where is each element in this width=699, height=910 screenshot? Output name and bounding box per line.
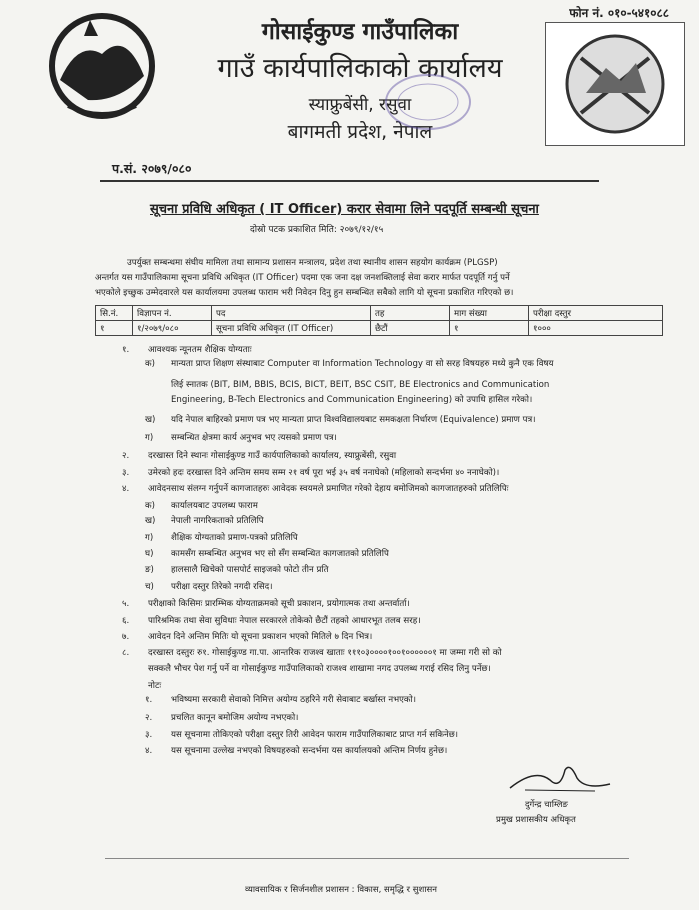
list-item-number: ५. — [122, 599, 130, 609]
list-item-text: कार्यालयबाट उपलब्ध फाराम — [171, 501, 258, 511]
table-cell: १००० — [529, 321, 663, 336]
table-cell: सूचना प्रविधि अधिकृत (IT Officer) — [212, 321, 371, 336]
list-item-text: प्रचलित कानून बमोजिम अयोग्य नभएको। — [171, 713, 299, 723]
office-location: स्याफ्रुबेंसी, रसुवा — [308, 95, 412, 115]
list-item-number: ७. — [122, 632, 130, 642]
municipality-logo-icon — [546, 23, 684, 145]
list-item-text: सक्कलै भौचर पेश गर्नु पर्ने वा गोसाईकुण्ड गाउँपालिकाको राजश्व शाखामा नगद उपलब्ध गराई रसिद लिनु पर्नेछ। — [148, 664, 491, 674]
list-item-text: आवश्यक न्यूनतम शैक्षिक योग्यताः — [148, 345, 252, 355]
phone-number: फोन नं. ०१०-५४१०८८ — [569, 6, 669, 20]
list-item-text: आवेदन दिने अन्तिम मितिः यो सूचना प्रकाशन भएको मितिले ७ दिन भित्र। — [148, 632, 373, 642]
list-item-text: परीक्षा दस्तुर तिरेको नगदी रसिद। — [171, 582, 273, 592]
header-divider — [100, 180, 599, 182]
list-item-text: भविष्यमा सरकारी सेवाको निमित्त अयोग्य ठहरिने गरी सेवाबाट बर्खास्त नभएको। — [171, 695, 417, 705]
list-item-number: ग) — [145, 433, 154, 443]
list-item-text: Engineering, B-Tech Electronics and Communication Engineering) को उपाधि हासिल गरेको। — [171, 395, 533, 405]
signer-title: प्रमुख प्रशासकीय अधिकृत — [496, 815, 576, 825]
list-item-text: दरखास्त दस्तुरः रु१. गोसाईकुण्ड गा.पा. आन्तरिक राजश्व खाताः १११०३००००१००१००००००१ मा जम्मा गरी सो को — [148, 648, 502, 658]
list-item-text: सम्बन्धित क्षेत्रमा कार्य अनुभव भए त्यसको प्रमाण पत्र। — [171, 433, 337, 443]
intro-line: उपर्युक्त सम्बन्धमा संघीय मामिला तथा सामान्य प्रशासन मन्त्रालय, प्रदेश तथा स्थानीय शासन सहयोग कार्यक्रम (PLGSP) — [127, 258, 498, 268]
office-name: गाउँ कार्यपालिकाको कार्यालय — [217, 53, 503, 84]
list-item-number: ३. — [122, 468, 130, 478]
list-item-number: १. — [122, 345, 130, 355]
table-header: माग संख्या — [450, 306, 529, 321]
list-item-number: ४. — [122, 484, 130, 494]
table-header: परीक्षा दस्तुर — [529, 306, 663, 321]
table-header: तह — [371, 306, 450, 321]
list-item-text: शैक्षिक योग्यताको प्रमाण-पत्रको प्रतिलिपि — [171, 533, 298, 543]
list-item-text: यस सूचनामा तोकिएको परीक्षा दस्तुर तिरी आवेदन फाराम गाउँपालिकाबाट प्राप्त गर्न सकिनेछ। — [171, 730, 458, 740]
list-item-number: क) — [145, 501, 155, 511]
table-cell: १/२०७९/०८० — [133, 321, 212, 336]
list-item-text: हालसालै खिचेको पासपोर्ट साइजको फोटो तीन प्रति — [171, 565, 329, 575]
list-item-text: मान्यता प्राप्त शिक्षण संस्थाबाट Computer वा Information Technology वा सो सरह विषयहरु मध्ये कुनै एक विषय — [171, 359, 554, 369]
signature-icon — [505, 760, 615, 794]
list-item-number: क) — [145, 359, 155, 369]
list-item-text: आवेदनसाथ संलग्न गर्नुपर्ने कागजातहरुः आवेदक स्वयमले प्रमाणित गरेको देहाय बमोजिमको कागजातहरुको प्रतिलिपिः — [148, 484, 509, 494]
list-item-number: ङ) — [145, 565, 154, 575]
table-header: पद — [212, 306, 371, 321]
list-item-text: लिई स्नातक (BIT, BIM, BBIS, BCIS, BICT, BEIT, BSC CSIT, BE Electronics and Communication — [171, 380, 550, 390]
municipality-logo-box — [545, 22, 685, 146]
list-item-number: ख) — [145, 415, 156, 425]
list-item-text: नोटः — [148, 681, 162, 691]
nepal-emblem-icon — [38, 10, 166, 122]
list-item-text: पारिश्रमिक तथा सेवा सुविधाः नेपाल सरकारले तोकेको छैटौं तहको आधारभूत तलब सरह। — [148, 616, 421, 626]
notice-title: सूचना प्रविधि अधिकृत ( IT Officer) करार सेवामा लिने पदपूर्ति सम्बन्धी सूचना — [150, 202, 539, 217]
municipality-name: गोसाईकुण्ड गाउँपालिका — [261, 19, 459, 45]
list-item-text: यस सूचनामा उल्लेख नभएको विषयहरुको सन्दर्भमा यस कार्यालयको अन्तिम निर्णय हुनेछ। — [171, 746, 448, 756]
intro-paragraph — [95, 256, 665, 301]
footer-slogan: व्यावसायिक र सिर्जनशील प्रशासन : विकास, समृद्धि र सुशासन — [245, 885, 437, 895]
reference-number: प.सं. २०७९/०८० — [112, 161, 192, 176]
list-item-number: ६. — [122, 616, 130, 626]
list-item-number: ३. — [145, 730, 153, 740]
list-item-number: १. — [145, 695, 153, 705]
office-seal-stamp-icon — [383, 72, 473, 132]
table-header: सि.नं. — [96, 306, 133, 321]
province-name: बागमती प्रदेश, नेपाल — [287, 121, 433, 143]
list-item-text: परीक्षाको किसिमः प्रारम्भिक योग्यताक्रमको सूची प्रकाशन, प्रयोगात्मक तथा अन्तर्वार्ता। — [148, 599, 410, 609]
published-date: दोस्रो पटक प्रकाशित मिति: २०७९/१२/१५ — [250, 225, 384, 235]
table-cell: १ — [450, 321, 529, 336]
list-item-text: उमेरको हदः दरखास्त दिने अन्तिम समय सम्म २१ वर्ष पूरा भई ३५ वर्ष ननाघेको (महिलाको सन्दर्भमा ४० ननाघेको)। — [148, 468, 500, 478]
vacancy-table — [95, 305, 663, 336]
table-row — [96, 321, 663, 336]
list-item-number: घ) — [145, 549, 154, 559]
list-item-number: २. — [145, 713, 153, 723]
table-header: विज्ञापन नं. — [133, 306, 212, 321]
intro-line: भएकोले इच्छुक उम्मेदवारले यस कार्यालयमा उपलब्ध फाराम भरी निवेदन दिनु हुन सम्बन्धित सबैको लागि यो सूचना प्रकाशित गरिएको छ। — [95, 288, 514, 298]
list-item-text: नेपाली नागरिकताको प्रतिलिपि — [171, 516, 264, 526]
list-item-number: २. — [122, 451, 130, 461]
list-item-number: च) — [145, 582, 154, 592]
list-item-number: ख) — [145, 516, 156, 526]
list-item-text: कामसँग सम्बन्धित अनुभव भए सो सँग सम्बन्धित कागजातको प्रतिलिपि — [171, 549, 389, 559]
table-cell: १ — [96, 321, 133, 336]
list-item-number: ८. — [122, 648, 130, 658]
table-cell: छैटौं — [371, 321, 450, 336]
list-item-number: ४. — [145, 746, 153, 756]
signer-name: दुर्गेन्द्र चाम्लिङ — [525, 800, 568, 810]
intro-line: अन्तर्गत यस गाउँपालिकामा सूचना प्रविधि अधिकृत (IT Officer) पदमा एक जना दक्ष जनशक्तिलाई सेवा करार मार्फत पदपूर्ति गर्नु पर्ने — [95, 273, 510, 283]
footer-divider — [105, 858, 629, 859]
list-item-text: यदि नेपाल बाहिरको प्रमाण पत्र भए मान्यता प्राप्त विश्वविद्यालयबाट समकक्षता निर्धारण (Equivalence) प्रमाण पत्र। — [171, 415, 536, 425]
list-item-text: दरखास्त दिने स्थानः गोसाईकुण्ड गाउँ कार्यपालिकाको कार्यालय, स्याफ्रुबेंसी, रसुवा — [148, 451, 397, 461]
list-item-number: ग) — [145, 533, 154, 543]
table-header-row — [96, 306, 663, 321]
